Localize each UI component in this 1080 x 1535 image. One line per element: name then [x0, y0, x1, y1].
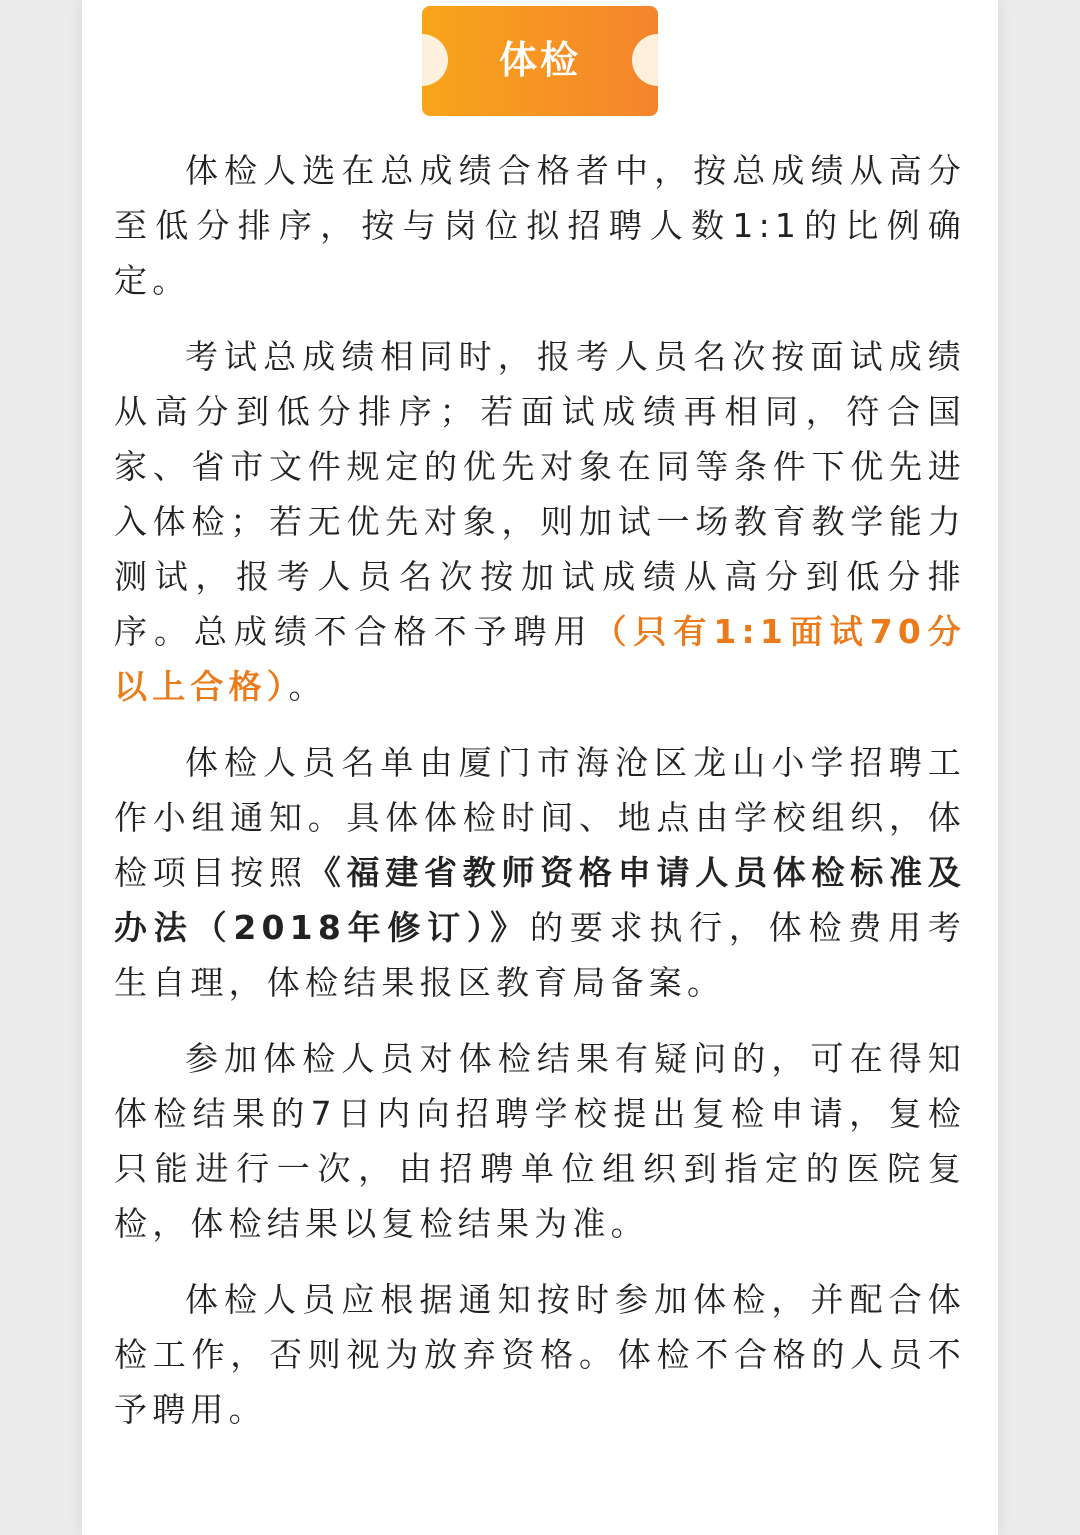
paragraph-selection: 体检人选在总成绩合格者中，按总成绩从高分至低分排序，按与岗位拟招聘人数1:1的比例确定。 — [114, 151, 966, 300]
highlight-note: （只有1:1面试70分以上合格） — [114, 612, 966, 706]
paragraph-exam-text: 体检人员名单由厦门市海沧区龙山小学招聘工作小组通知。具体体检时间、地点由学校组织，体检项目按照 — [114, 743, 966, 892]
article-body — [114, 143, 966, 1458]
paragraph-tie-break — [114, 329, 966, 714]
paragraph-tie-break-text: 考试总成绩相同时，报考人员名次按面试成绩从高分到低分排序；若面试成绩再相同，符合国家、省市文件规定的优先对象在同等条件下优先进入体检；若无优先对象，则加试一场教育教学能力测试，报考人员名次按加试成绩从高分到低分排序。总成绩不合格不予聘用 — [114, 337, 966, 651]
section-header-badge — [422, 6, 658, 116]
section-title: 体检 — [498, 38, 581, 82]
paragraph-tie-break-end: 。 — [288, 667, 327, 706]
standard-document-title: 《福建省教师资格申请人员体检标准及办法（2018年修订）》 — [114, 853, 966, 947]
paragraph-exam-end: 的要求执行，体检费用考生自理，体检结果报区教育局备案。 — [114, 908, 966, 1002]
paragraph-exam-arrangement — [114, 735, 966, 1010]
paragraph-attendance: 体检人员应根据通知按时参加体检，并配合体检工作，否则视为放弃资格。体检不合格的人员不予聘用。 — [114, 1280, 966, 1429]
article-card — [82, 0, 998, 1535]
paragraph-recheck: 参加体检人员对体检结果有疑问的，可在得知体检结果的7日内向招聘学校提出复检申请，复检只能进行一次，由招聘单位组织到指定的医院复检，体检结果以复检结果为准。 — [114, 1039, 966, 1243]
